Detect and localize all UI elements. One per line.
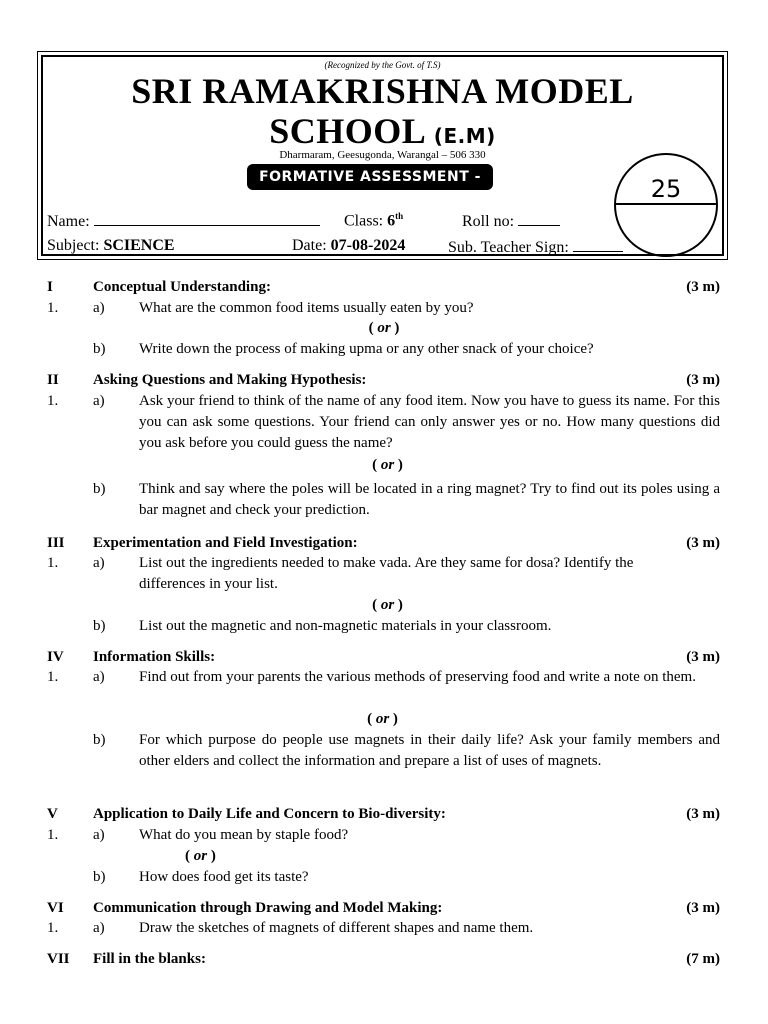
option-letter: b) [93,732,106,748]
question-text: Find out from your parents the various methods of preserving food and write a note on them. [139,669,696,685]
section-number: VI [47,900,64,916]
or-label: or [193,848,208,864]
or-label: or [380,457,395,473]
date-label: Date: [292,237,327,254]
date-value: 07-08-2024 [330,237,406,254]
or-label: or [380,597,395,613]
section-marks: (3 m) [686,806,720,822]
question-text: What do you mean by staple food? [139,827,349,843]
section-number: III [47,535,65,551]
section-number: IV [47,649,64,665]
section-number: VII [47,951,70,967]
teacher-sign-label: Sub. Teacher Sign: [448,239,569,256]
question-number: 1. [47,300,59,316]
school-name-line1: SRI RAMAKRISHNA MODEL [131,71,634,111]
option-letter: a) [93,300,105,316]
question-text: Think and say where the poles will be located in a ring magnet? Try to find out its poles using a bar magnet and check your prediction. [139,481,720,518]
section-number: V [47,806,58,822]
subject-value: SCIENCE [103,237,175,254]
question-text: What are the common food items usually eaten by you? [139,300,474,316]
subject-label: Subject: [47,237,100,254]
section-marks: (3 m) [686,649,720,665]
or-label: or [375,711,390,727]
section-marks: (3 m) [686,279,720,295]
section-number: II [47,372,59,388]
option-letter: a) [93,827,105,843]
exam-title-banner: FORMATIVE ASSESSMENT - [247,164,493,190]
date-field [292,237,405,255]
question-number: 1. [47,555,59,571]
section-number: I [47,279,53,295]
question-text: Ask your friend to think of the name of any food item. Now you have to guess its name. For this you can ask some questions. Your friend can only answer yes or no. How many questions did you ask before you could guess the name? [139,393,720,451]
question-text: List out the magnetic and non-magnetic materials in your classroom. [139,618,552,634]
class-field [344,211,403,230]
question-number: 1. [47,393,59,409]
option-letter: b) [93,618,106,634]
max-marks-circle [614,153,718,257]
section-title: Application to Daily Life and Concern to Bio-diversity: [93,806,446,822]
option-letter: a) [93,920,105,936]
name-field[interactable] [47,211,320,231]
header-inner-border [41,55,724,256]
section-title: Information Skills: [93,649,216,665]
header-box [37,51,728,260]
section-title: Conceptual Understanding: [93,279,271,295]
name-blank[interactable] [94,211,320,226]
question-text: How does food get its taste? [139,869,309,885]
option-letter: a) [93,393,105,409]
option-letter: b) [93,869,106,885]
school-name [43,71,722,156]
class-value: 6 [387,212,396,230]
question-text: Draw the sketches of magnets of different shapes and name them. [139,920,534,936]
name-label: Name: [47,213,90,230]
roll-label: Roll no: [462,213,515,230]
section-marks: (3 m) [686,535,720,551]
or-label: or [377,320,391,336]
section-title: Experimentation and Field Investigation: [93,535,358,551]
teacher-sign-field[interactable] [448,237,623,257]
section-marks: (3 m) [686,900,720,916]
section-title: Fill in the blanks: [93,951,206,967]
question-text: For which purpose do people use magnets in their daily life? Ask your family members and other elders and collect the information and prepare a list of uses of magnets. [139,732,720,769]
recognition-note: (Recognized by the Govt. of T.S) [324,60,441,70]
max-marks-value: 25 [650,175,682,203]
medium-label: (E.M) [433,124,496,148]
marks-divider-line [616,203,716,205]
teacher-sign-blank[interactable] [573,237,623,252]
section-title: Asking Questions and Making Hypothesis: [93,372,367,388]
question-number: 1. [47,669,59,685]
option-letter: a) [93,669,105,685]
question-text: List out the ingredients needed to make vada. Are they same for dosa? Identify the differences in your list. [139,555,634,592]
section-marks: (7 m) [686,951,720,967]
roll-blank[interactable] [518,211,560,226]
class-suffix: th [395,211,404,221]
option-letter: b) [93,481,106,497]
roll-field[interactable] [462,211,560,231]
question-text: Write down the process of making upma or any other snack of your choice? [139,341,594,357]
question-number: 1. [47,827,59,843]
option-letter: b) [93,341,106,357]
subject-field [47,237,175,255]
option-letter: a) [93,555,105,571]
section-title: Communication through Drawing and Model Making: [93,900,443,916]
school-address: Dharmaram, Geesugonda, Warangal – 506 330 [279,149,486,161]
question-number: 1. [47,920,59,936]
section-marks: (3 m) [686,372,720,388]
class-label: Class: [344,212,384,230]
school-name-word: SCHOOL [269,111,425,151]
